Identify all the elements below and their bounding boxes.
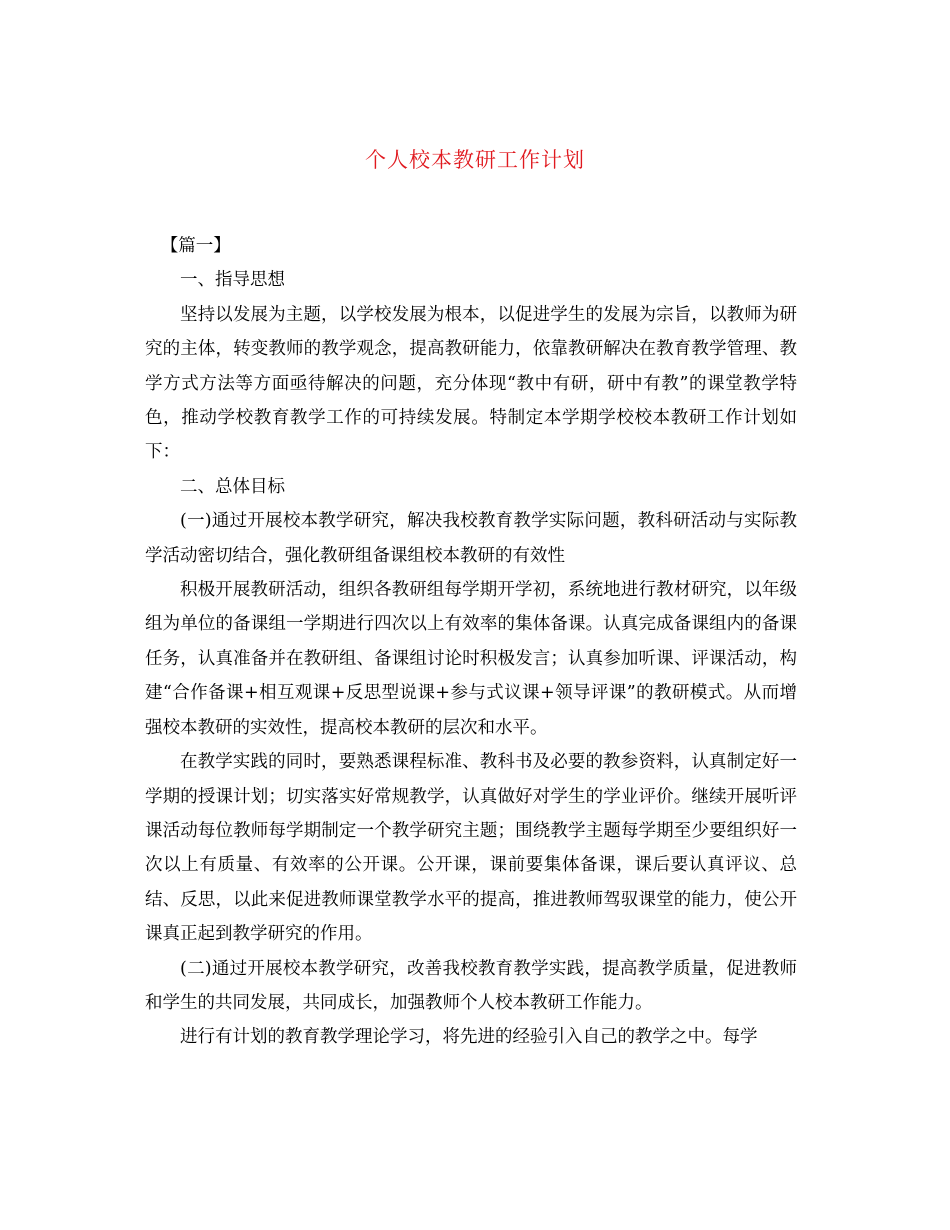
paragraph: 坚持以发展为主题，以学校发展为根本，以促进学生的发展为宗旨，以教师为研究的主体，转变教师的教学观念，提高教研能力，依靠教研解决在教育教学管理、教学方式方法等方面亟待解决的问题，充分体现“教中有研，研中有教”的课堂教学特色，推动学校教育教学工作的可持续发展。特制定本学期学校校本教研工作计划如下：: [145, 304, 797, 463]
heading-overall-goals: 二、总体目标: [180, 476, 285, 497]
paragraph: (二)通过开展校本教学研究，改善我校教育教学实践，提高教学质量，促进教师和学生的共同发展，共同成长，加强教师个人校本教研工作能力。: [145, 958, 797, 1013]
paragraph: (一)通过开展校本教学研究，解决我校教育教学实际问题，教科研活动与实际教学活动密切结合，强化教研组备课组校本教研的有效性: [145, 511, 797, 566]
document-body: [145, 229, 797, 1055]
section-tag: 【篇一】: [160, 236, 231, 256]
paragraph: 进行有计划的教育教学理论学习，将先进的经验引入自己的教学之中。每学: [180, 1027, 758, 1048]
document-title: 个人校本教研工作计划: [365, 148, 585, 172]
paragraph: 积极开展教研活动，组织各教研组每学期开学初，系统地进行教材研究，以年级组为单位的备课组一学期进行四次以上有效率的集体备课。认真完成备课组内的备课任务，认真准备并在教研组、备课组讨论时积极发言；认真参加听课、评课活动，构建“合作备课+相互观课+反思型说课+参与式议课+领导评课”的教研模式。从而增强校本教研的实效性，提高校本教研的层次和水平。: [145, 580, 797, 738]
heading-guiding-ideology: 一、指导思想: [180, 270, 285, 291]
paragraph: 在教学实践的同时，要熟悉课程标准、教科书及必要的教参资料，认真制定好一学期的授课计划；切实落实好常规教学，认真做好对学生的学业评价。继续开展听评课活动每位教师每学期制定一个教学研究主题；围绕教学主题每学期至少要组织好一次以上有质量、有效率的公开课。公开课，课前要集体备课，课后要认真评议、总结、反思，以此来促进教师课堂教学水平的提高，推进教师驾驭课堂的能力，使公开课真正起到教学研究的作用。: [145, 752, 797, 945]
